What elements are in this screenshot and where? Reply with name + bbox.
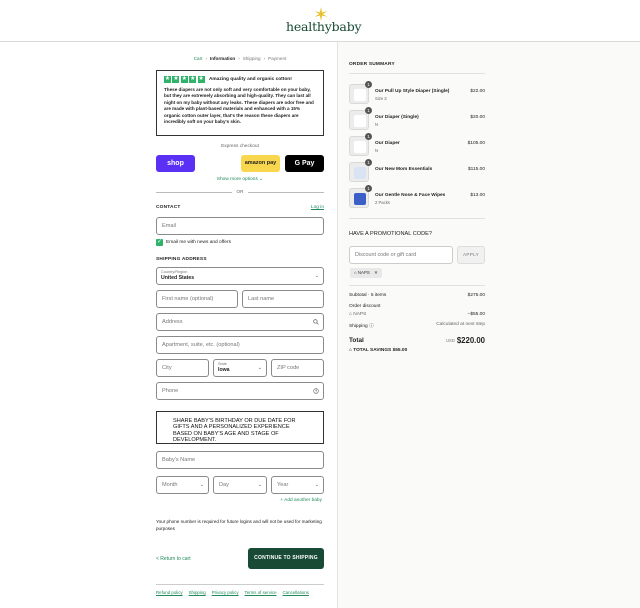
cancellations-link[interactable]: Cancellations: [282, 590, 309, 595]
express-checkout-label: Express checkout: [221, 144, 259, 149]
divider: [349, 73, 485, 74]
remove-discount-icon[interactable]: ✕: [374, 270, 378, 275]
brand-logo[interactable]: [286, 7, 362, 37]
apartment-field[interactable]: [156, 336, 324, 354]
country-select[interactable]: [156, 267, 324, 285]
item-price: $13.00: [470, 193, 485, 198]
phone-disclaimer: Your phone number is required for future logins and will not be used for marketing purposes: [156, 519, 322, 531]
address-placeholder: Address: [162, 319, 183, 325]
continue-to-shipping-button[interactable]: CONTINUE TO SHIPPING: [248, 548, 324, 569]
zip-placeholder: ZIP code: [277, 365, 300, 371]
email-placeholder: Email: [162, 223, 176, 229]
quantity-badge: 1: [365, 185, 372, 192]
birth-day-select[interactable]: [213, 476, 267, 494]
country-value: United States: [161, 275, 195, 281]
city-placeholder: City: [162, 365, 172, 371]
first-name-field[interactable]: [156, 290, 238, 308]
breadcrumb-information: Information: [209, 56, 236, 61]
phone-field[interactable]: [156, 382, 324, 400]
add-another-baby-link[interactable]: + Add another baby: [280, 498, 322, 503]
item-price: $22.00: [470, 89, 485, 94]
subtotal-row: [349, 293, 485, 301]
first-name-placeholder: First name (optional): [162, 296, 214, 302]
discount-code-line: [349, 312, 366, 317]
applied-code: NAPS: [357, 270, 370, 275]
currency-code: USD: [446, 338, 455, 343]
star-icon: ★: [173, 76, 179, 82]
item-variant: Size 3: [375, 96, 387, 101]
item-variant: N: [375, 148, 379, 153]
cart-item: [349, 162, 485, 184]
breadcrumb-cart[interactable]: Cart: [193, 56, 203, 61]
item-name: Our Diaper: [375, 141, 400, 146]
refund-policy-link[interactable]: Refund policy: [156, 590, 183, 595]
discount-code-row: [349, 312, 485, 320]
star-icon: ★: [189, 76, 196, 82]
shop-pay-button[interactable]: shop: [156, 155, 195, 172]
quantity-badge: 1: [365, 107, 372, 114]
help-circle-icon[interactable]: ⓘ: [369, 324, 374, 329]
help-circle-icon[interactable]: [313, 388, 319, 394]
last-name-field[interactable]: [242, 290, 324, 308]
chevron-down-icon: ⌄: [257, 482, 262, 488]
contact-heading: CONTACT: [156, 205, 181, 210]
year-placeholder: Year: [277, 482, 289, 488]
chevron-down-icon: ⌄: [314, 482, 319, 488]
item-variant: N: [375, 122, 379, 127]
item-name: Our Diaper (Single): [375, 115, 419, 120]
day-placeholder: Day: [219, 482, 229, 488]
item-name: Our Pull Up Style Diaper (Single): [375, 89, 450, 94]
terms-of-service-link[interactable]: Terms of service: [244, 590, 277, 595]
item-price: $115.00: [468, 167, 485, 172]
tag-icon: ⌂: [349, 348, 354, 353]
chevron-right-icon: ›: [238, 56, 240, 61]
newsletter-option[interactable]: [156, 239, 324, 247]
cart-item: [349, 110, 485, 132]
shipping-row: [349, 322, 485, 330]
quantity-badge: 1: [365, 81, 372, 88]
email-field[interactable]: [156, 217, 324, 235]
order-discount-label: Order discount: [349, 304, 381, 309]
birth-month-select[interactable]: [156, 476, 209, 494]
login-link[interactable]: Log in: [310, 205, 324, 210]
shipping-policy-link[interactable]: Shipping: [188, 590, 206, 595]
birth-year-select[interactable]: [271, 476, 324, 494]
divider: [349, 285, 485, 286]
discount-placeholder: Discount code or gift card: [355, 252, 417, 258]
search-icon: [313, 319, 319, 325]
star-icon: ★: [164, 76, 171, 82]
total-value: $220.00: [456, 336, 485, 345]
quantity-badge: 1: [365, 133, 372, 140]
star-icon: ★: [181, 76, 187, 82]
item-variant: 2 Packs: [375, 200, 390, 205]
review-title: Amazing quality and organic cotton!: [208, 77, 292, 82]
total-label: Total: [349, 337, 364, 344]
chevron-right-icon: ›: [205, 56, 207, 61]
amazon-pay-button[interactable]: amazon pay: [241, 155, 280, 172]
footer-divider: [156, 584, 324, 585]
shipping-label: Shipping: [349, 324, 368, 329]
order-discount-row: [349, 304, 485, 312]
subtotal-value: $275.00: [467, 293, 485, 298]
star-rating: [164, 76, 316, 83]
state-select[interactable]: [213, 359, 267, 377]
apartment-placeholder: Apartment, suite, etc. (optional): [162, 342, 240, 348]
header: [0, 0, 640, 42]
shipping-label-line: [349, 322, 374, 329]
privacy-policy-link[interactable]: Privacy policy: [211, 590, 239, 595]
chevron-down-icon: ⌄: [314, 273, 319, 279]
discount-value: −$55.00: [467, 312, 485, 317]
shipping-address-heading: SHIPPING ADDRESS: [156, 257, 207, 262]
month-placeholder: Month: [162, 482, 178, 488]
promo-code-question: HAVE A PROMOTIONAL CODE?: [349, 231, 432, 237]
tag-icon: ⌂: [349, 312, 354, 317]
divider: [349, 218, 485, 219]
chevron-right-icon: ›: [263, 56, 266, 61]
subtotal-label: Subtotal · 5 items: [349, 293, 387, 298]
tag-icon: ⌂: [354, 270, 357, 275]
discount-code: NAPS: [353, 312, 367, 317]
item-name: Our New Mom Essentials: [375, 167, 433, 172]
phone-placeholder: Phone: [162, 388, 179, 394]
state-label: State: [218, 362, 227, 366]
last-name-placeholder: Last name: [248, 296, 275, 302]
newsletter-checkbox[interactable]: ✓: [156, 239, 163, 245]
breadcrumb-shipping: Shipping: [242, 56, 261, 61]
total-savings: [349, 348, 407, 353]
star-icon: ★: [198, 76, 204, 82]
item-price: $105.00: [467, 141, 485, 146]
discount-code-input[interactable]: [349, 246, 453, 264]
country-label: Country/Region: [161, 270, 188, 274]
apply-discount-button[interactable]: APPLY: [457, 246, 485, 264]
cart-item: [349, 136, 485, 158]
baby-birthday-promo: SHARE BABY'S BIRTHDAY OR DUE DATE FOR GIFTS AND A PERSONALIZED EXPERIENCE BASED ON BABY'S AGE AND STAGE OF DEVELOPMENT.: [156, 411, 324, 444]
cart-item: [349, 188, 485, 210]
google-pay-button[interactable]: G Pay: [285, 155, 324, 172]
chevron-down-icon: ⌄: [199, 482, 204, 488]
breadcrumb: [156, 56, 324, 61]
item-price: $20.00: [470, 115, 485, 120]
baby-name-placeholder: Baby's Name: [162, 457, 196, 463]
shipping-value: Calculated at next step: [436, 322, 485, 327]
review-body: These diapers are not only soft and very comfortable on your baby, but they are extremely absorbing and high-quality. They can last all night on my baby without any leaks. These diapers are odor free and are made with plant-based materials and enhanced with a 15% organic cotton outer layer, that's the reason these diapers are incredibly soft on your baby's skin.: [164, 87, 314, 125]
total-savings-text: TOTAL SAVINGS $55.00: [353, 348, 408, 353]
return-to-cart-link[interactable]: < Return to cart: [156, 556, 191, 562]
footer-links: [156, 590, 326, 595]
or-separator: OR: [232, 189, 248, 194]
zip-field[interactable]: [271, 359, 324, 377]
cart-item: [349, 84, 485, 106]
quantity-badge: 1: [365, 159, 372, 166]
newsletter-label: Email me with news and offers: [166, 240, 231, 245]
state-value: Iowa: [218, 367, 230, 373]
city-field[interactable]: [156, 359, 209, 377]
show-more-options-link[interactable]: Show more options ⌄: [216, 177, 264, 182]
address-field[interactable]: [156, 313, 324, 331]
customer-review: [156, 70, 324, 136]
order-summary-title: ORDER SUMMARY: [349, 62, 395, 67]
baby-name-field[interactable]: [156, 451, 324, 469]
chevron-down-icon: ⌄: [257, 365, 262, 371]
applied-discount-tag: [350, 268, 382, 278]
item-name: Our Gentle Nose & Face Wipes: [375, 193, 446, 198]
brand-name: healthybaby: [286, 19, 362, 34]
breadcrumb-payment: Payment: [268, 56, 287, 61]
